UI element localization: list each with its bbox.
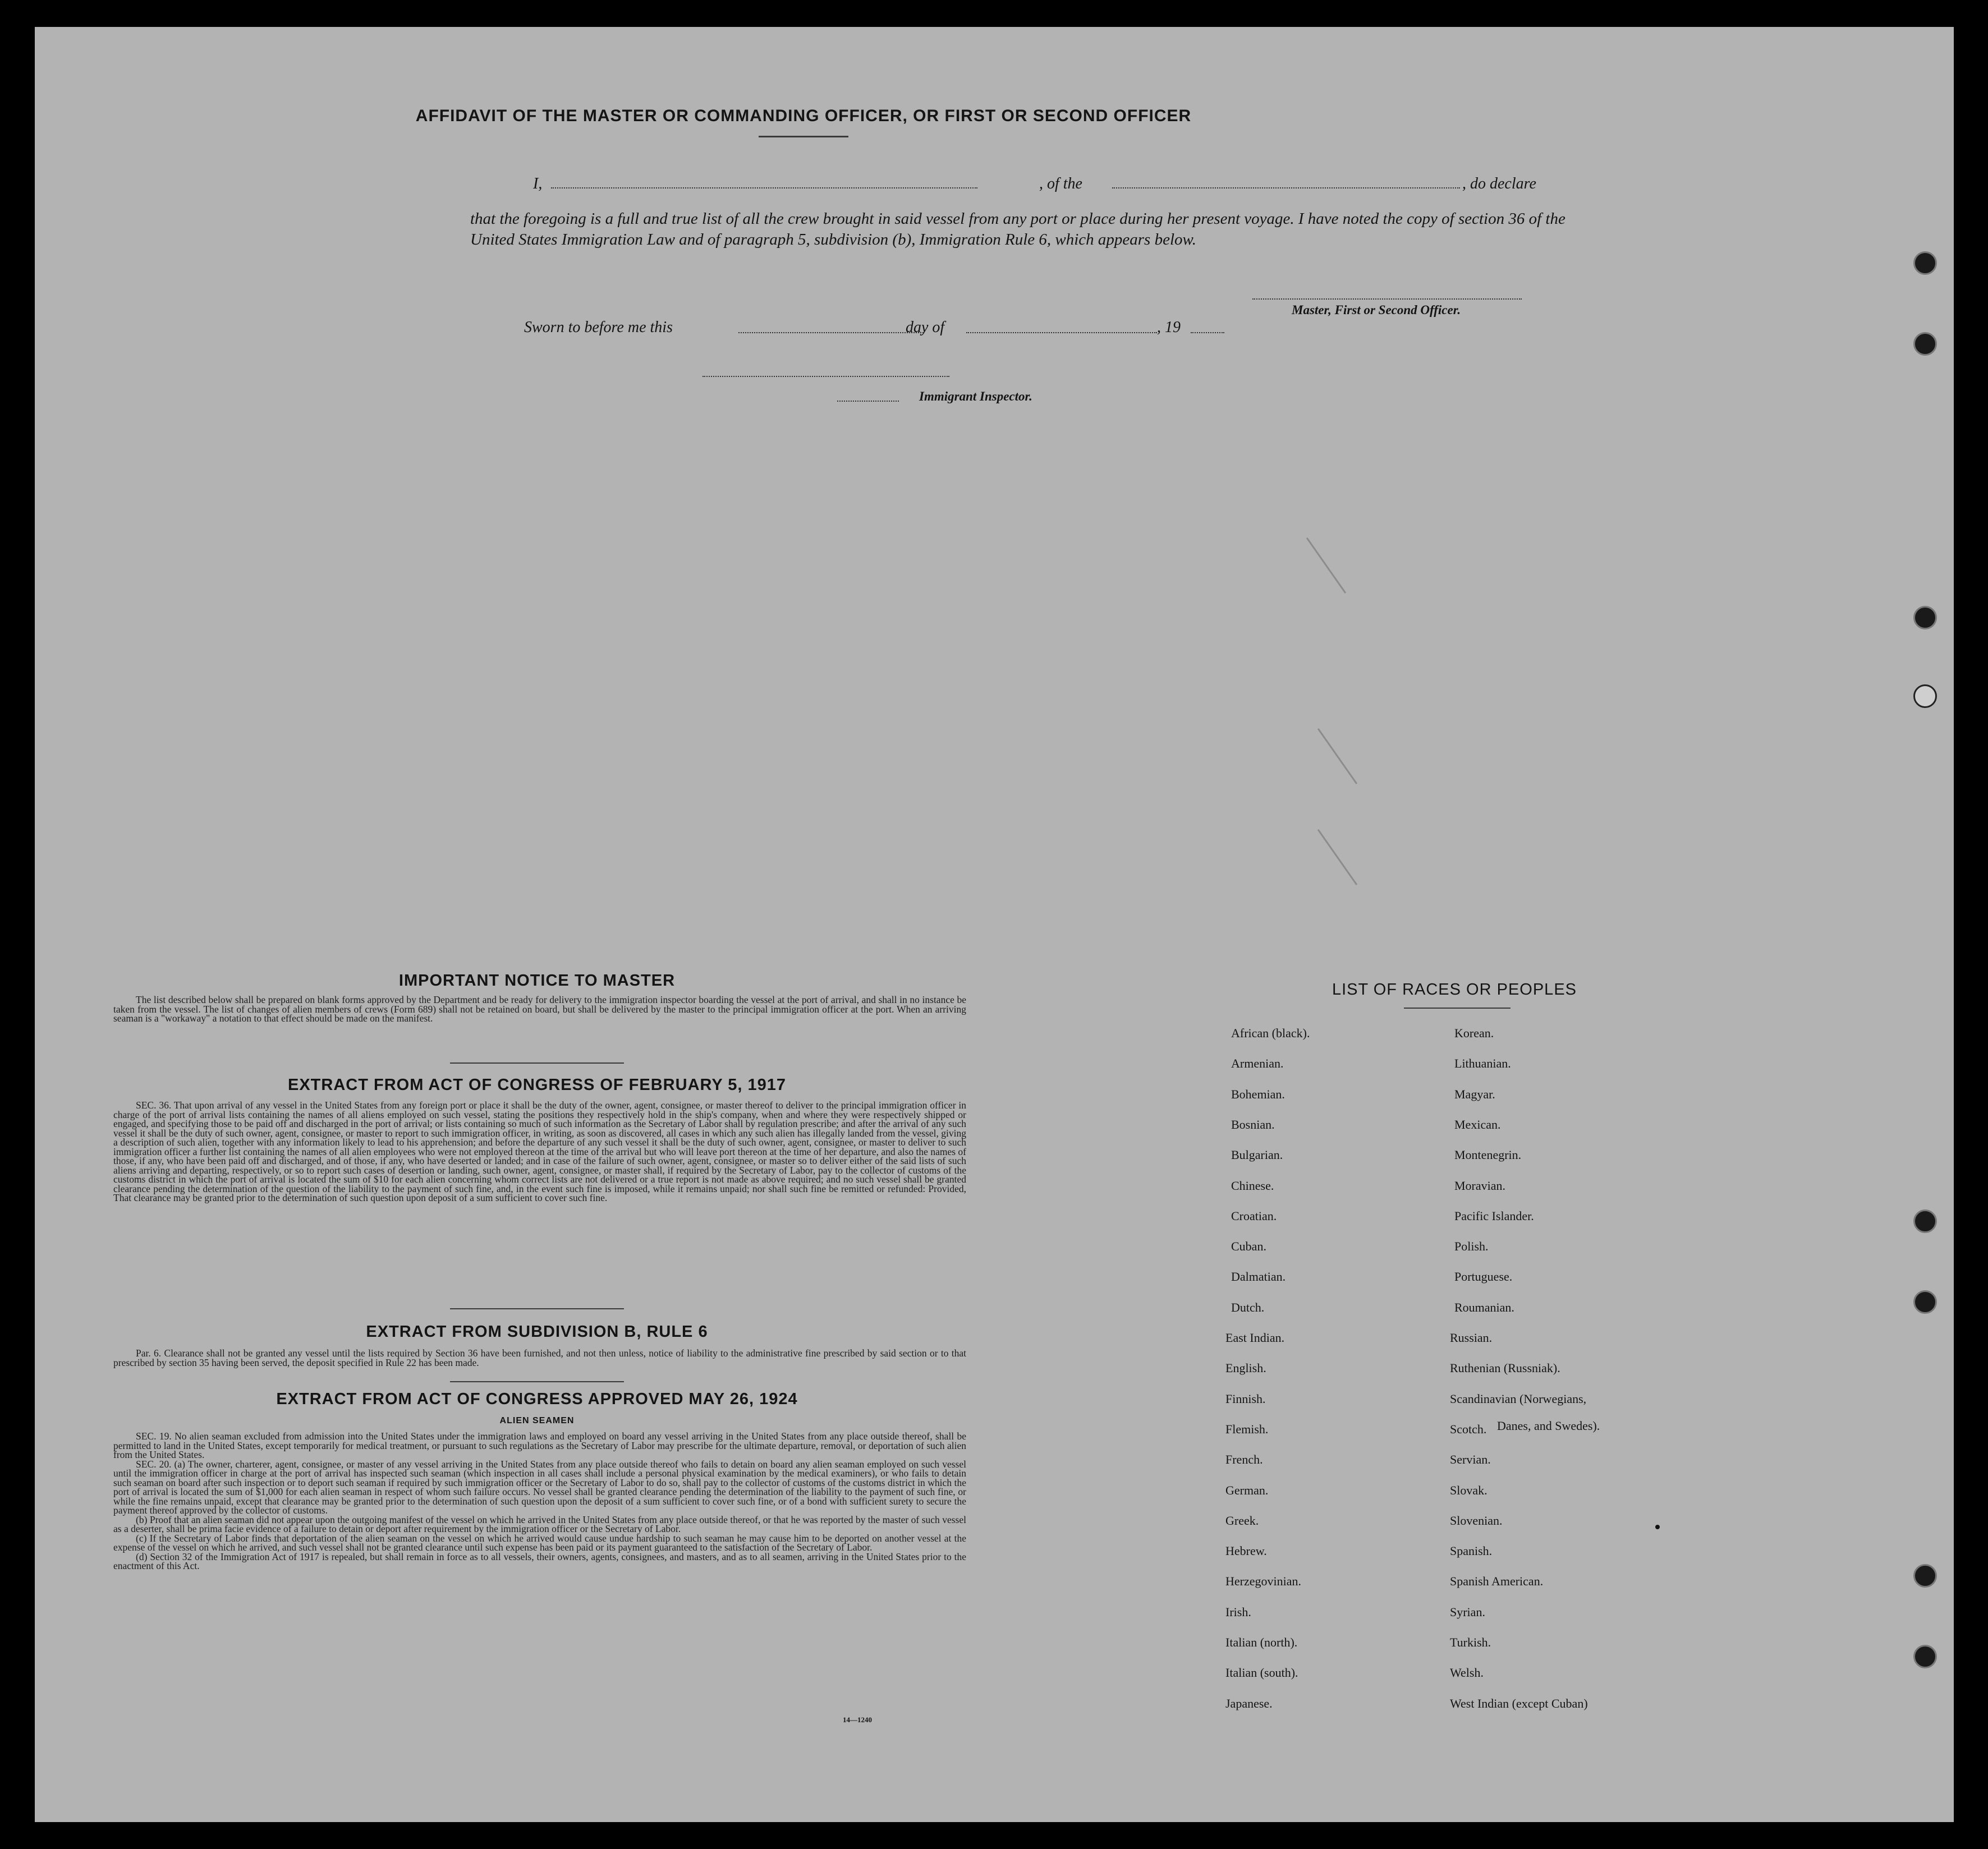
master-label: Master, First or Second Officer. <box>1292 303 1461 317</box>
race-item-right: Portuguese. <box>1454 1270 1513 1284</box>
affidavit-of-the: , of the <box>1039 175 1082 192</box>
race-item-right: Turkish. <box>1450 1635 1491 1649</box>
title-rule <box>759 136 848 137</box>
stray-mark <box>1306 537 1346 594</box>
race-item-left: Cuban. <box>1231 1239 1266 1254</box>
affidavit-title: AFFIDAVIT OF THE MASTER OR COMMANDING OFFICER, OR FIRST OR SECOND OFFICER <box>415 107 1192 125</box>
race-item-left: Hebrew. <box>1225 1544 1267 1558</box>
race-item-left: Irish. <box>1225 1604 1251 1619</box>
punch-hole <box>1913 332 1937 356</box>
stray-mark <box>1317 728 1357 784</box>
race-item-left: Herzegovinian. <box>1225 1574 1301 1589</box>
punch-hole <box>1913 1209 1937 1233</box>
notice-title: IMPORTANT NOTICE TO MASTER <box>398 972 676 990</box>
races-title: LIST OF RACES OR PEOPLES <box>1332 981 1577 999</box>
race-item-right: Roumanian. <box>1454 1300 1514 1314</box>
sec-20c-paragraph: (c) If the Secretary of Labor finds that deportation of the alien seaman on the vessel on which he arrived would cause undue hardship to such seaman he may cause him to be deported on another vessel at the expense of the vessel on which he arrived, and such vessel shall not be granted clearance until such expense has been paid or its payment guaranteed to the satisfaction of the Secretary of Labor. <box>113 1532 966 1553</box>
race-item-right: Servian. <box>1450 1452 1491 1467</box>
punch-hole <box>1913 1645 1937 1668</box>
year-prefix: , 19 <box>1157 319 1181 336</box>
race-item-left: Armenian. <box>1231 1056 1284 1071</box>
divider <box>450 1308 624 1309</box>
affidavit-declare: , do declare <box>1462 175 1536 192</box>
day-of-label: day of <box>906 319 945 336</box>
master-signature-blank[interactable] <box>1252 298 1522 300</box>
year-blank[interactable] <box>1191 332 1224 333</box>
name-blank[interactable] <box>551 187 977 188</box>
race-item-left: Finnish. <box>1225 1391 1266 1406</box>
race-item-right: Magyar. <box>1454 1087 1495 1101</box>
extract-1917-title: EXTRACT FROM ACT OF CONGRESS OF FEBRUARY 5, 1917 <box>287 1076 787 1094</box>
vessel-blank[interactable] <box>1112 187 1460 188</box>
sec-20b-paragraph: (b) Proof that an alien seaman did not appear upon the outgoing manifest of the vessel on which he arrived in the United States from any place outside thereof, or that he was reported by the master of such vessel as a deserter, shall be prima facie evidence of a failure to detain or deport after requirement by the immigration officer or the Secretary of Labor. <box>113 1514 966 1534</box>
sworn-day-blank[interactable] <box>738 332 924 333</box>
race-item-right: Spanish American. <box>1450 1574 1544 1589</box>
race-item-left: Greek. <box>1225 1513 1259 1528</box>
race-item-left: Flemish. <box>1225 1422 1269 1436</box>
race-item-right: Mexican. <box>1454 1117 1501 1132</box>
sworn-month-blank[interactable] <box>966 332 1157 333</box>
race-item-right: Slovak. <box>1450 1483 1487 1497</box>
race-item-left: East Indian. <box>1225 1331 1285 1345</box>
notice-paragraph: The list described below shall be prepared on blank forms approved by the Department and be ready for delivery to the immigration inspector boarding the vessel at the port of arrival, and shall in no instance be taken from the vessel. The list of changes of alien members of crews (Form 689) shall not be retained on board, but shall be delivered by the master to the principal immigration officer at the port. When an arriving seaman is a "workaway" a notation to that effect should be made on the manifest. <box>113 994 966 1024</box>
race-item-right: Pacific Islander. <box>1454 1208 1534 1223</box>
race-item-left: Bulgarian. <box>1231 1148 1283 1162</box>
divider <box>450 1381 624 1382</box>
inspector-line <box>837 401 899 402</box>
punch-hole <box>1913 684 1937 708</box>
subdivision-title: EXTRACT FROM SUBDIVISION B, RULE 6 <box>366 1323 708 1341</box>
race-item-left: Italian (north). <box>1225 1635 1298 1649</box>
race-item-right: Lithuanian. <box>1454 1056 1511 1071</box>
punch-hole <box>1913 1564 1937 1588</box>
race-item-right: Spanish. <box>1450 1544 1493 1558</box>
race-item-right: Russian. <box>1450 1331 1493 1345</box>
race-item-right: Ruthenian (Russniak). <box>1450 1361 1560 1376</box>
inspector-label: Immigrant Inspector. <box>919 389 1032 403</box>
race-item-left: Bosnian. <box>1231 1117 1275 1132</box>
notice-text <box>113 995 966 1023</box>
extract-1917-paragraph: SEC. 36. That upon arrival of any vessel in the United States from any foreign port or place it shall be the duty of the owner, agent, consignee, or master thereof to deliver to the principal immigration officer in charge of the port of arrival lists containing the names of all aliens employed on such vessel, stating the positions they respectively hold in the ship's company, when and where they were respectively shipped or engaged, and specifying those to be paid off and discharged in the port of arrival; or lists containing so much of such information as the Secretary of Labor shall by regulation prescribe; and after the arrival of any such vessel it shall be the duty of such owner, agent, consignee, or master to report to such immigration officer, in writing, as soon as discovered, all cases in which any such alien has illegally landed from the vessel, giving a description of such alien, together with any information likely to lead to his apprehension; and before the departure of any such vessel it shall be the duty of such owner, agent, consignee, or master to deliver to such immigration officer a further list containing the names of all alien employees who were not employed thereon at the time of the arrival but who will leave port thereon at the time of her departure, and also the names of those, if any, who have been paid off and discharged, and of those, if any, who have deserted or landed; and in case of the failure of such owner, agent, consignee, or master so to deliver either of the said lists of such aliens arriving and departing, respectively, or so to report such cases of desertion or landing, such owner, agent, consignee, or master shall, if required by the Secretary of Labor, pay to the collector of customs of the customs district in which the port of arrival is located the sum of $10 for each alien concerning whom correct lists are not delivered or a true report is not made as above required; and no such vessel shall be granted clearance pending the determination of the question of the liability to the payment of such fine, and, in the event such fine is imposed, while it remains unpaid; nor shall such fine be remitted or refunded: Provided, That clearance may be granted prior to the determination of such question upon deposit of a sum sufficient to cover such fine. <box>113 1100 966 1203</box>
race-item-right: Welsh. <box>1450 1666 1484 1680</box>
sec-20d-paragraph: (d) Section 32 of the Immigration Act of 1917 is repealed, but shall remain in force as to all vessels, their owners, agents, consignees, and masters, and as to all seamen, arriving in the United States prior to the enactment of this Act. <box>113 1551 966 1571</box>
race-item-left: English. <box>1225 1361 1266 1376</box>
race-item-right: West Indian (except Cuban) <box>1450 1696 1588 1710</box>
subdivision-paragraph: Par. 6. Clearance shall not be granted any vessel until the lists required by Section 36 have been furnished, and not then unless, notice of liability to the administrative fine prescribed by said section or to that prescribed by section 35 having been served, the deposit specified in Rule 22 has been made. <box>113 1347 966 1368</box>
alien-seamen-subtitle: ALIEN SEAMEN <box>499 1416 575 1425</box>
race-item-left: African (black). <box>1231 1026 1310 1040</box>
race-item-right: Moravian. <box>1454 1178 1506 1193</box>
affidavit-body: that the foregoing is a full and true list of all the crew brought in said vessel from any port or place during her present voyage. I have noted the copy of section 36 of the United States Immigration Law and of paragraph 5, subdivision (b), Immigration Rule 6, which appears below. <box>470 210 1565 249</box>
stray-mark <box>1317 829 1357 885</box>
extract-1924-text <box>113 1432 966 1571</box>
punch-hole <box>1913 1290 1937 1314</box>
inspector-signature-blank[interactable] <box>703 376 949 377</box>
punch-hole <box>1913 251 1937 275</box>
extract-1924-title: EXTRACT FROM ACT OF CONGRESS APPROVED MAY 26, 1924 <box>276 1390 798 1408</box>
sworn-text: Sworn to before me this <box>524 319 673 336</box>
affidavit-i: I, <box>533 175 543 192</box>
race-item-right: Syrian. <box>1450 1604 1485 1619</box>
race-item-right: Korean. <box>1454 1026 1494 1040</box>
extract-1917-text <box>113 1101 966 1203</box>
punch-hole <box>1913 606 1937 629</box>
race-item-left: Chinese. <box>1231 1178 1274 1193</box>
race-item-left: Italian (south). <box>1225 1666 1298 1680</box>
dot-mark <box>1655 1525 1660 1529</box>
race-item-left: Dalmatian. <box>1231 1270 1286 1284</box>
subdivision-text <box>113 1349 966 1367</box>
race-item-right: Polish. <box>1454 1239 1489 1254</box>
form-page <box>35 27 1954 1822</box>
divider <box>450 1063 624 1064</box>
race-item-left: Dutch. <box>1231 1300 1265 1314</box>
race-item-right: Montenegrin. <box>1454 1148 1522 1162</box>
race-item-left: French. <box>1225 1452 1263 1467</box>
race-item-left: Japanese. <box>1225 1696 1273 1710</box>
sec-19-paragraph: SEC. 19. No alien seaman excluded from admission into the United States under the immigration laws and employed on board any vessel arriving in the United States from any place outside thereof, shall be permitted to land in the United States, except temporarily for medical treatment, or pursuant to such regulations as the Secretary of Labor may prescribe for the ultimate departure, removal, or deportation of such alien from the United States. <box>113 1431 966 1460</box>
race-item-left: Croatian. <box>1231 1208 1277 1223</box>
race-item-right: Scotch. <box>1450 1422 1487 1436</box>
race-item-right: Scandinavian (Norwegians, <box>1450 1391 1587 1406</box>
race-item-left: German. <box>1225 1483 1269 1497</box>
race-item-continuation: Danes, and Swedes). <box>1497 1419 1600 1433</box>
race-item-left: Bohemian. <box>1231 1087 1285 1101</box>
races-rule <box>1404 1008 1510 1009</box>
race-item-right: Slovenian. <box>1450 1513 1503 1528</box>
form-number: 14—1240 <box>843 1715 872 1724</box>
sec-20a-paragraph: SEC. 20. (a) The owner, charterer, agent, consignee, or master of any vessel arriving in the United States from any place outside thereof who fails to detain on board any alien seaman employed on such vessel until the immigration officer in charge at the port of arrival has inspected such seaman (which inspection in all cases shall include a personal physical examination by the medical examiners), or who fails to detain such seaman on board after such inspection or to deport such seaman if required by such immigration officer or the Secretary of Labor to do so, shall pay to the collector of customs of the customs district in which the port of arrival is located the sum of $1,000 for each alien seaman in respect of whom such failure occurs. No vessel shall be granted clearance pending the determination of the liability to the payment of such fine, or while the fine remains unpaid, except that clearance may be granted prior to the determination of such question upon the deposit of a sum sufficient to cover such fine, or of a bond with sufficient surety to secure the payment thereof approved by the collector of customs. <box>113 1458 966 1516</box>
